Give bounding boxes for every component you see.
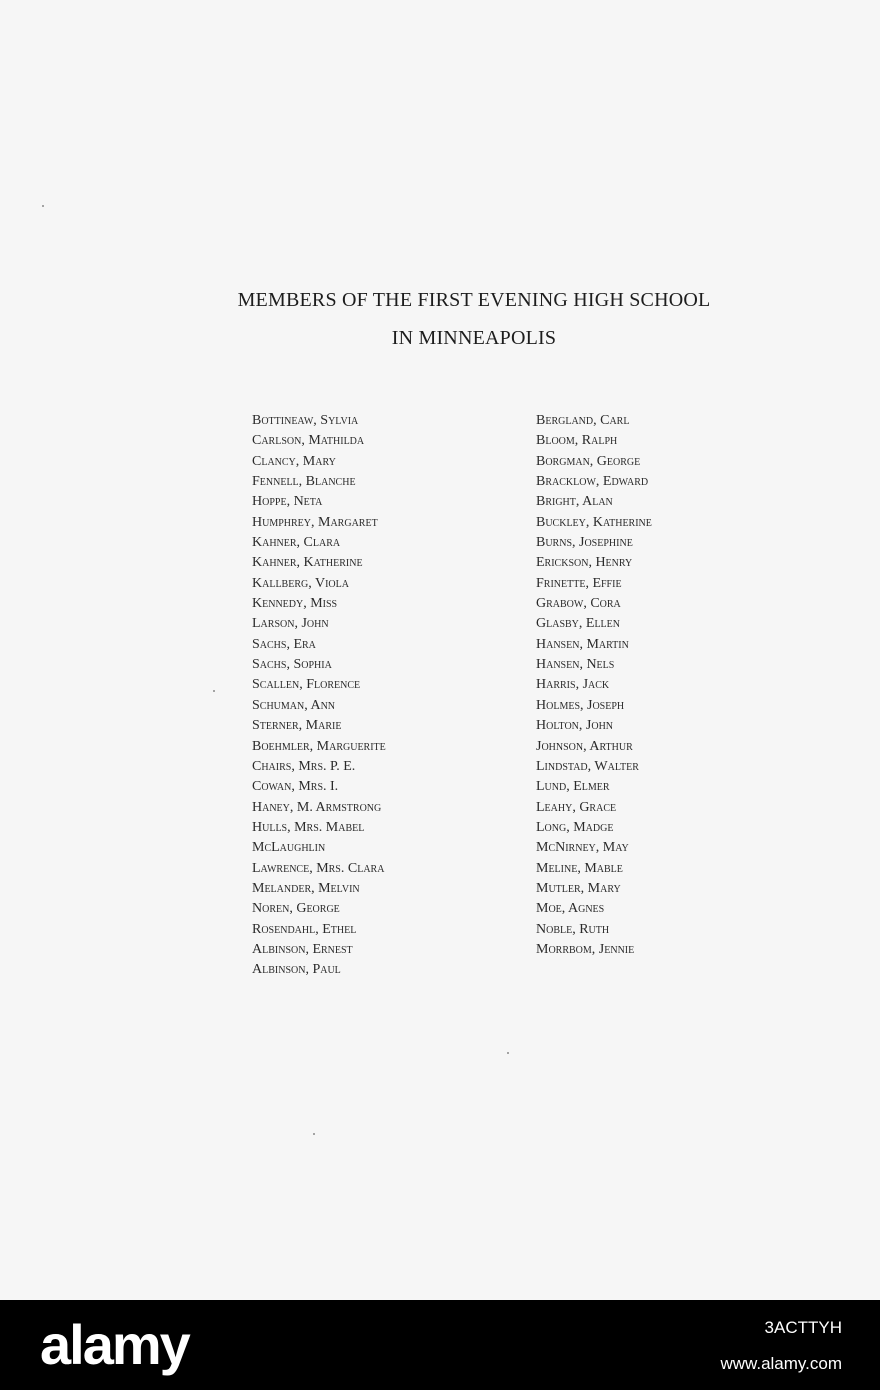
member-name: Hansen, Nels (536, 657, 615, 673)
member-name: Glasby, Ellen (536, 616, 620, 632)
member-name: Frinette, Effie (536, 575, 622, 591)
member-name: Rosendahl, Ethel (252, 921, 357, 937)
member-list-right (536, 411, 652, 960)
member-list-left (252, 411, 386, 981)
member-name: Chairs, Mrs. P. E. (252, 758, 356, 774)
member-name: Sachs, Sophia (252, 657, 332, 673)
member-name: Melander, Melvin (252, 880, 360, 896)
alamy-logo: alamy (40, 1313, 189, 1376)
image-id: 3ACTTYH (764, 1318, 842, 1337)
member-name: Kennedy, Miss (252, 596, 338, 612)
member-name: Morrbom, Jennie (536, 941, 635, 957)
member-name: Cowan, Mrs. I. (252, 779, 339, 795)
member-name: Mutler, Mary (536, 880, 621, 896)
dust-speck (42, 205, 44, 207)
member-name: Erickson, Henry (536, 555, 633, 571)
member-name: Noble, Ruth (536, 921, 610, 937)
member-name: Harris, Jack (536, 677, 610, 693)
member-name: Bergland, Carl (536, 413, 630, 428)
member-name: Burns, Josephine (536, 535, 633, 551)
member-name: Hulls, Mrs. Mabel (252, 819, 365, 835)
dust-speck (313, 1133, 315, 1135)
member-name: Kallberg, Viola (252, 575, 349, 591)
member-name: Noren, George (252, 901, 340, 917)
member-name: Kahner, Katherine (252, 555, 363, 571)
watermark-footer (0, 1300, 880, 1390)
member-name: Hoppe, Neta (252, 494, 323, 510)
page-title: MEMBERS OF THE FIRST EVENING HIGH SCHOOL (237, 289, 711, 311)
member-name: Holton, John (536, 718, 614, 734)
member-name: Larson, John (252, 616, 329, 632)
member-name: Johnson, Arthur (536, 738, 633, 754)
member-name: Bloom, Ralph (536, 433, 618, 449)
member-name: Sachs, Era (252, 636, 316, 652)
page-subtitle: IN MINNEAPOLIS (391, 327, 557, 349)
member-name: Grabow, Cora (536, 596, 621, 612)
dust-speck (507, 1052, 509, 1054)
member-name: Haney, M. Armstrong (252, 799, 382, 815)
member-name: Meline, Mable (536, 860, 623, 876)
dust-speck (213, 690, 215, 692)
member-name: Schuman, Ann (252, 697, 336, 713)
member-name: McLaughlin (252, 840, 326, 856)
member-name: Lindstad, Walter (536, 758, 639, 774)
member-name: Hansen, Martin (536, 636, 629, 652)
member-name: Scallen, Florence (252, 677, 361, 693)
member-name: Clancy, Mary (252, 453, 336, 469)
member-name: Buckley, Katherine (536, 514, 652, 530)
member-name: Borgman, George (536, 453, 641, 469)
member-name: Carlson, Mathilda (252, 433, 365, 449)
member-name: McNirney, May (536, 840, 629, 856)
member-name: Moe, Agnes (536, 901, 605, 917)
member-name: Leahy, Grace (536, 799, 617, 815)
member-name: Bracklow, Edward (536, 474, 649, 490)
member-name: Holmes, Joseph (536, 697, 625, 713)
member-name: Long, Madge (536, 819, 614, 835)
member-name: Boehmler, Marguerite (252, 738, 386, 754)
member-name: Bottineaw, Sylvia (252, 413, 359, 428)
member-name: Albinson, Paul (252, 962, 341, 978)
watermark-url: www.alamy.com (720, 1354, 842, 1373)
member-name: Humphrey, Margaret (252, 514, 378, 530)
member-name: Lawrence, Mrs. Clara (252, 860, 385, 876)
member-name: Bright, Alan (536, 494, 613, 510)
member-name: Sterner, Marie (252, 718, 342, 734)
member-name: Kahner, Clara (252, 535, 341, 551)
member-name: Albinson, Ernest (252, 941, 353, 957)
member-name: Lund, Elmer (536, 779, 610, 795)
member-name: Fennell, Blanche (252, 474, 356, 490)
